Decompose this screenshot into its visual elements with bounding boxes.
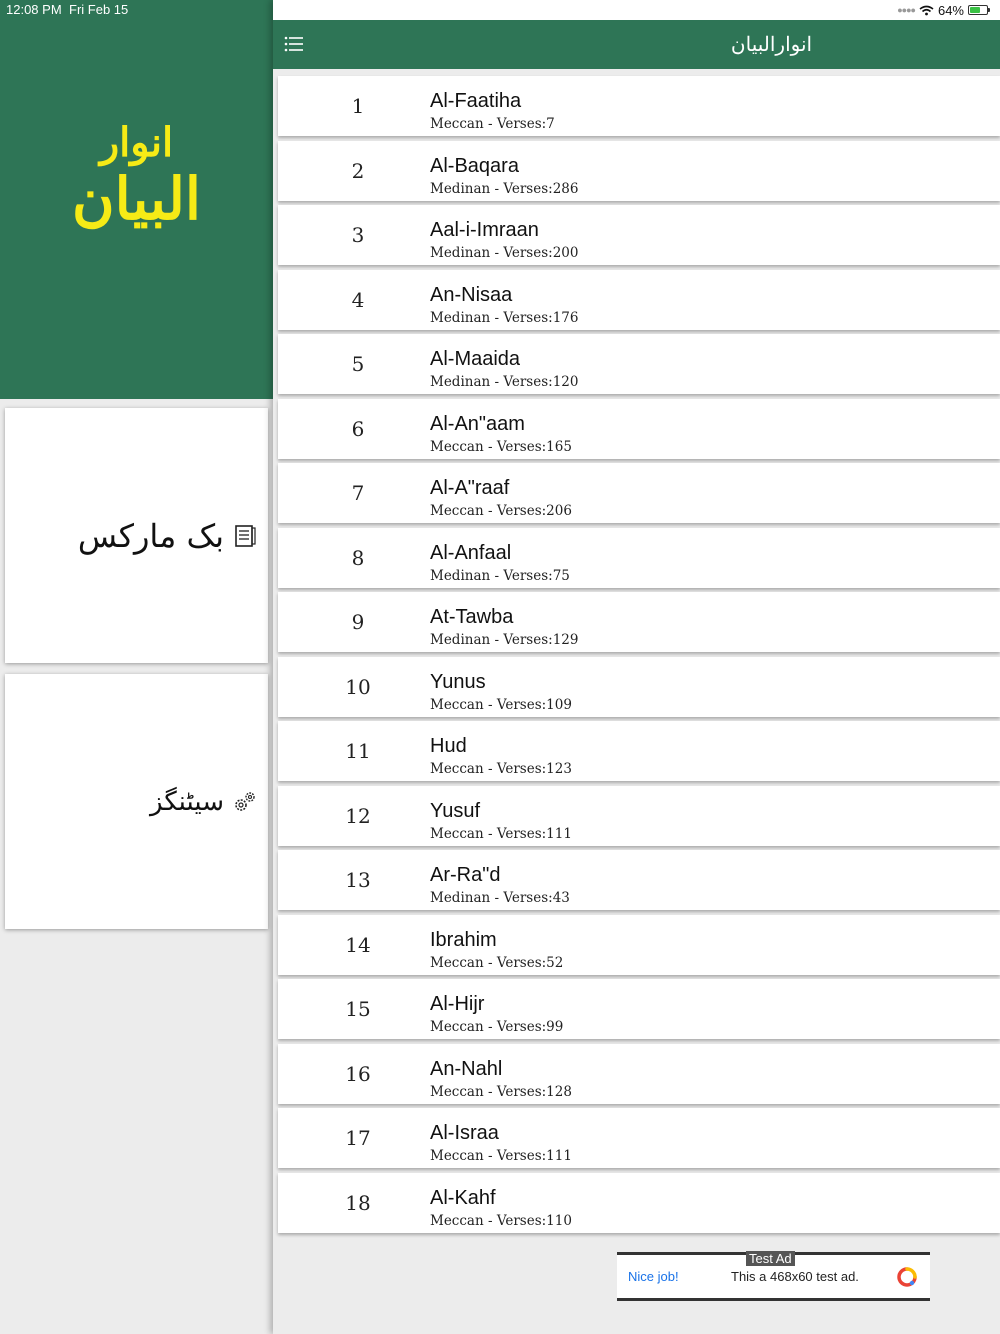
drawer-title-line2: البیان	[71, 165, 202, 233]
ad-banner[interactable]	[617, 1252, 930, 1301]
surah-row[interactable]	[278, 786, 1000, 846]
surah-name: An-Nahl	[430, 1057, 503, 1080]
surah-number: 15	[345, 997, 371, 1021]
surah-info: Medinan - Verses:176	[430, 309, 579, 326]
surah-row[interactable]	[278, 657, 1000, 717]
surah-number: 16	[345, 1061, 371, 1086]
surah-name: At-Tawba	[430, 606, 514, 628]
surah-row[interactable]	[278, 1044, 1000, 1104]
surah-number: 2	[351, 158, 365, 183]
surah-number: 6	[351, 416, 365, 441]
surah-info: Medinan - Verses:200	[430, 245, 579, 261]
surah-number: 8	[351, 545, 365, 570]
surah-name: Al-Baqara	[430, 154, 519, 177]
surah-info: Meccan - Verses:206	[430, 503, 572, 519]
surah-name: Yusuf	[430, 799, 481, 822]
settings-label: سیٹنگز	[149, 786, 224, 817]
surah-row[interactable]	[278, 205, 1000, 265]
surah-name: Al-Faatiha	[430, 90, 522, 112]
surah-number: 4	[351, 287, 365, 312]
drawer-app-title	[0, 120, 273, 233]
surah-number: 5	[351, 352, 365, 376]
status-bar-background	[273, 0, 1000, 20]
surah-row[interactable]	[278, 592, 1000, 652]
status-indicators	[897, 2, 990, 18]
surah-name: Yunus	[430, 670, 486, 693]
side-drawer	[0, 0, 273, 1334]
surah-info: Meccan - Verses:123	[430, 761, 572, 777]
status-time: 12:08 PM	[6, 2, 62, 17]
surah-row[interactable]	[278, 528, 1000, 588]
surah-info: Medinan - Verses:120	[430, 374, 579, 390]
wifi-icon	[919, 5, 934, 16]
surah-number: 9	[351, 610, 365, 634]
surah-info: Medinan - Verses:43	[430, 890, 570, 906]
surah-name: Al-Hijr	[430, 993, 485, 1015]
drawer-header	[0, 0, 273, 399]
surah-row[interactable]	[278, 141, 1000, 201]
surah-info: Meccan - Verses:110	[430, 1212, 572, 1229]
surah-number: 13	[345, 868, 371, 892]
surah-row[interactable]	[278, 850, 1000, 910]
surah-info: Meccan - Verses:111	[430, 1148, 572, 1164]
surah-name: An-Nisaa	[430, 283, 513, 306]
status-date: Fri Feb 15	[69, 2, 129, 17]
surah-info: Meccan - Verses:109	[430, 696, 572, 713]
surah-row[interactable]	[278, 399, 1000, 459]
surah-number: 14	[345, 932, 371, 957]
surah-row[interactable]	[278, 463, 1000, 523]
admob-logo-icon	[896, 1266, 918, 1288]
surah-info: Meccan - Verses:111	[430, 825, 572, 842]
settings-menu-item[interactable]	[5, 674, 268, 929]
ad-test-badge: Test Ad	[746, 1251, 795, 1266]
surah-number: 17	[345, 1126, 371, 1150]
surah-name: Al-Anfaal	[430, 541, 512, 564]
surah-row[interactable]	[278, 1108, 1000, 1168]
surah-number: 10	[345, 674, 371, 699]
surah-number: 1	[351, 94, 365, 118]
bookmark-book-icon	[232, 523, 258, 549]
surah-row[interactable]	[278, 334, 1000, 394]
battery-percent: 64%	[937, 2, 964, 18]
bookmarks-label: بک مارکس	[77, 516, 224, 555]
surah-name: Hud	[430, 735, 467, 757]
surah-number: 11	[345, 739, 371, 763]
surah-name: Al-A"raaf	[430, 477, 510, 499]
surah-number: 3	[351, 223, 365, 247]
surah-name: Ibrahim	[430, 928, 497, 951]
signal-dots-icon: ●●●●	[897, 5, 915, 15]
surah-row[interactable]	[278, 915, 1000, 975]
surah-row[interactable]	[278, 76, 1000, 136]
surah-name: Al-Israa	[430, 1122, 499, 1144]
surah-list[interactable]	[273, 69, 1000, 1229]
surah-name: Ar-Ra"d	[430, 864, 501, 886]
surah-info: Medinan - Verses:75	[430, 567, 570, 584]
drawer-title-line1: انوار	[99, 119, 174, 166]
surah-info: Medinan - Verses:129	[430, 632, 579, 648]
surah-name: Al-Maaida	[430, 348, 521, 370]
battery-charging-icon	[968, 5, 990, 15]
surah-info: Meccan - Verses:128	[430, 1083, 572, 1100]
bookmarks-menu-item[interactable]	[5, 408, 268, 663]
navigation-bar	[273, 20, 1000, 69]
page-title: انوارالبیان	[730, 32, 813, 56]
settings-gear-icon	[232, 789, 258, 815]
surah-row[interactable]	[278, 979, 1000, 1039]
surah-row[interactable]	[278, 1173, 1000, 1233]
surah-name: Al-Kahf	[430, 1186, 496, 1209]
surah-number: 18	[345, 1190, 371, 1215]
surah-name: Al-An"aam	[430, 412, 525, 435]
surah-number: 7	[351, 481, 365, 505]
main-panel	[273, 0, 1000, 1334]
surah-info: Meccan - Verses:165	[430, 438, 572, 455]
surah-row[interactable]	[278, 721, 1000, 781]
surah-info: Meccan - Verses:99	[430, 1019, 564, 1035]
ad-nice-text: Nice job!	[628, 1269, 679, 1284]
surah-info: Meccan - Verses:7	[430, 116, 555, 132]
surah-name: Aal-i-Imraan	[430, 219, 539, 241]
ad-message: This a 468x60 test ad.	[731, 1269, 859, 1284]
surah-number: 12	[345, 803, 371, 828]
surah-info: Meccan - Verses:52	[430, 954, 564, 971]
surah-row[interactable]	[278, 270, 1000, 330]
surah-info: Medinan - Verses:286	[430, 180, 579, 197]
